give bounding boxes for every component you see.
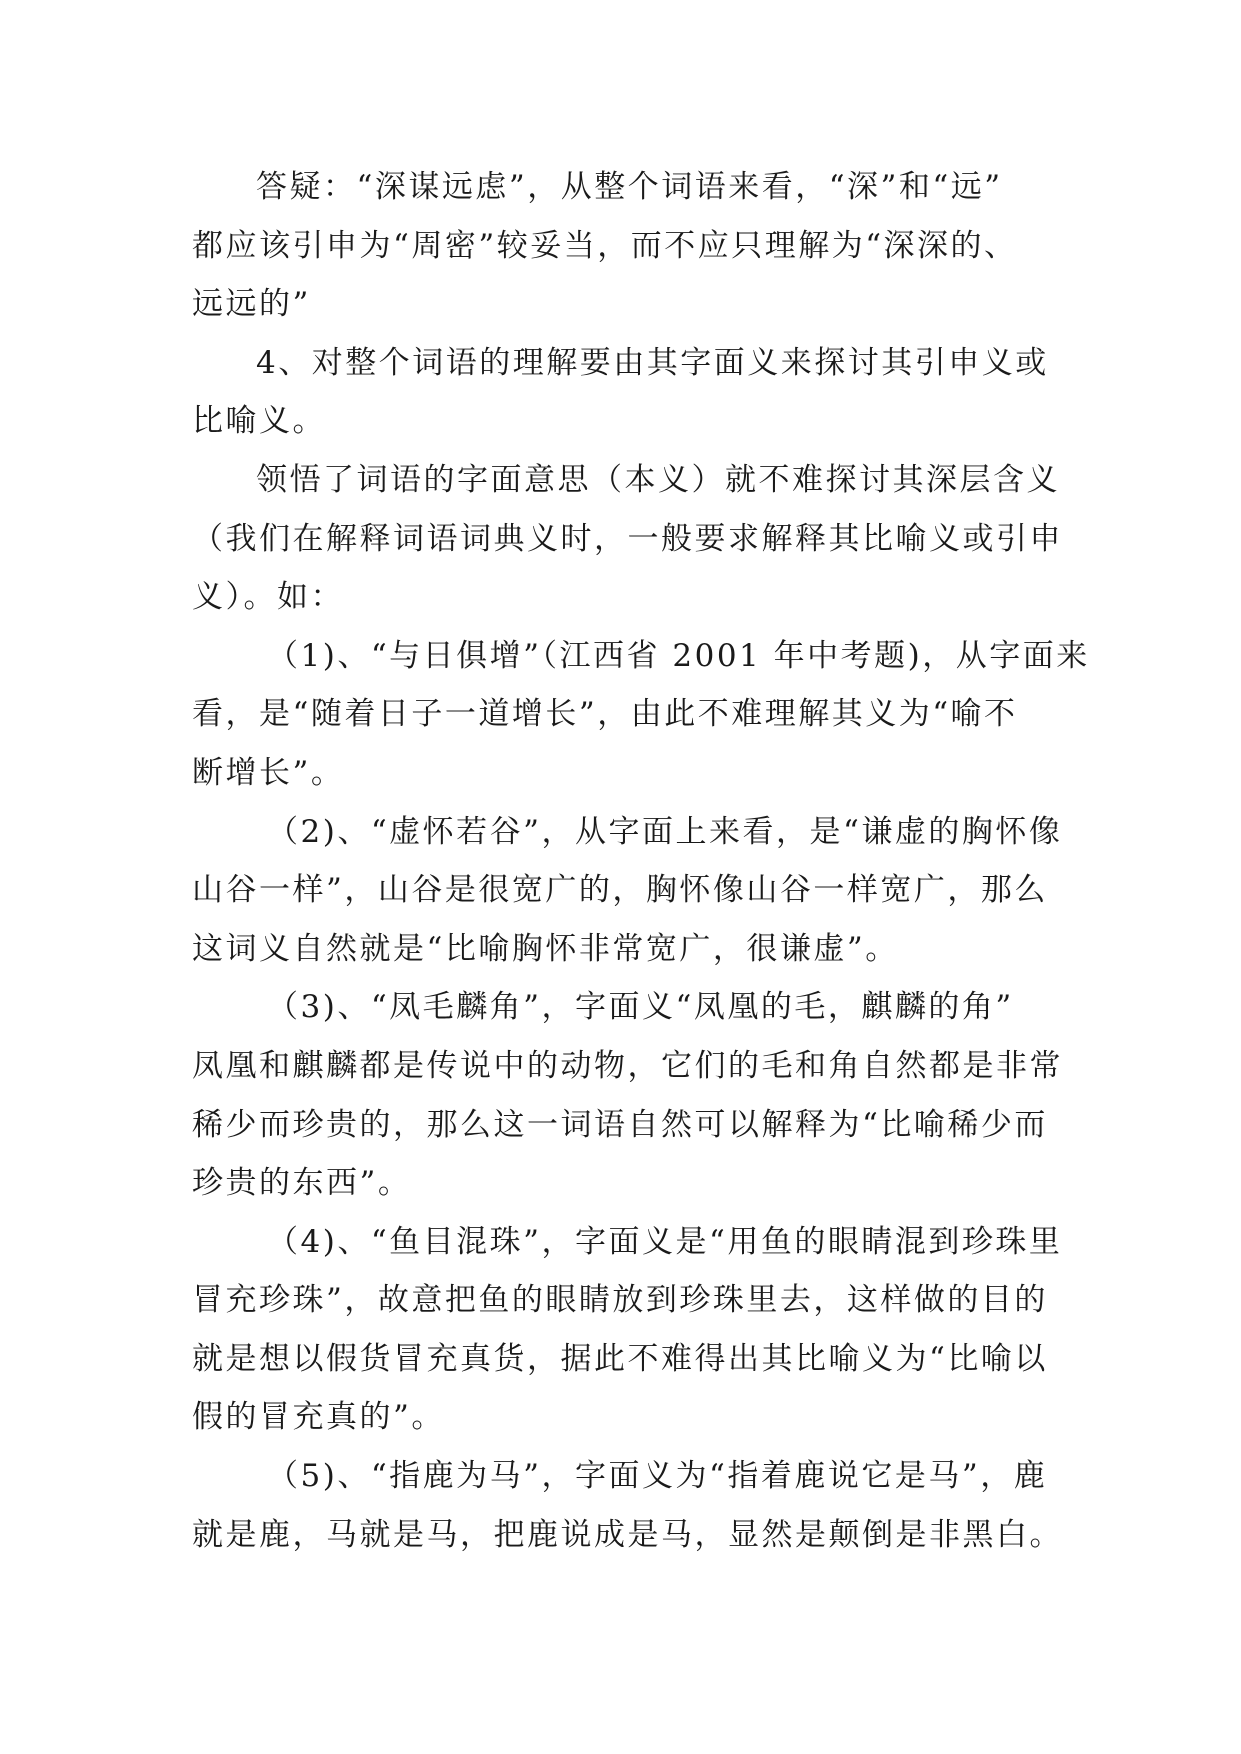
paragraph-line: 冒充珍珠”，故意把鱼的眼睛放到珍珠里去，这样做的目的 [192,1282,1048,1319]
paragraph-line: （1)、“与日俱增”（江西省 2001 年中考题)，从字面来 [267,637,1090,674]
paragraph-line: 领悟了词语的字面意思（本义）就不难探讨其深层含义 [256,461,1060,498]
paragraph-line: 稀少而珍贵的，那么这一词语自然可以解释为“比喻稀少而 [192,1106,1048,1143]
paragraph-line: 远远的” [192,286,311,323]
paragraph-line: 断增长”。 [192,754,345,791]
paragraph-line: 假的冒充真的”。 [192,1399,445,1436]
paragraph-line: （5)、“指鹿为马”，字面义为“指着鹿说它是马”，鹿 [267,1458,1048,1495]
paragraph-line: （我们在解释词语词典义时，一般要求解释其比喻义或引申 [192,520,1063,557]
paragraph-line: （4)、“鱼目混珠”，字面义是“用鱼的眼睛混到珍珠里 [267,1223,1063,1260]
paragraph-line: 凤凰和麒麟都是传说中的动物，它们的毛和角自然都是非常 [192,1047,1063,1084]
document-body [192,158,1090,1564]
paragraph-line: 就是想以假货冒充真货，据此不难得出其比喻义为“比喻以 [192,1340,1048,1377]
paragraph-line: 这词义自然就是“比喻胸怀非常宽广，很谦虚”。 [192,930,899,967]
paragraph-line: 山谷一样”，山谷是很宽广的，胸怀像山谷一样宽广，那么 [192,872,1048,909]
paragraph-line: 珍贵的东西”。 [192,1165,412,1202]
paragraph-line: 都应该引申为“周密”较妥当，而不应只理解为“深深的、 [192,227,1018,264]
paragraph-line: 比喻义。 [192,403,326,440]
paragraph-line: 4、对整个词语的理解要由其字面义来探讨其引申义或 [256,344,1049,381]
paragraph-line: 就是鹿，马就是马，把鹿说成是马，显然是颠倒是非黑白。 [192,1516,1063,1553]
paragraph-line: 答疑：“深谋远虑”，从整个词语来看，“深”和“远” [256,169,1003,205]
paragraph-line: 义）。如： [192,579,344,616]
paragraph-line: （3)、“凤毛麟角”，字面义“凤凰的毛，麒麟的角” [267,989,1014,1026]
paragraph-line: 看，是“随着日子一道增长”，由此不难理解其义为“喻不 [192,696,1018,733]
paragraph-line: （2)、“虚怀若谷”，从字面上来看，是“谦虚的胸怀像 [267,813,1063,850]
